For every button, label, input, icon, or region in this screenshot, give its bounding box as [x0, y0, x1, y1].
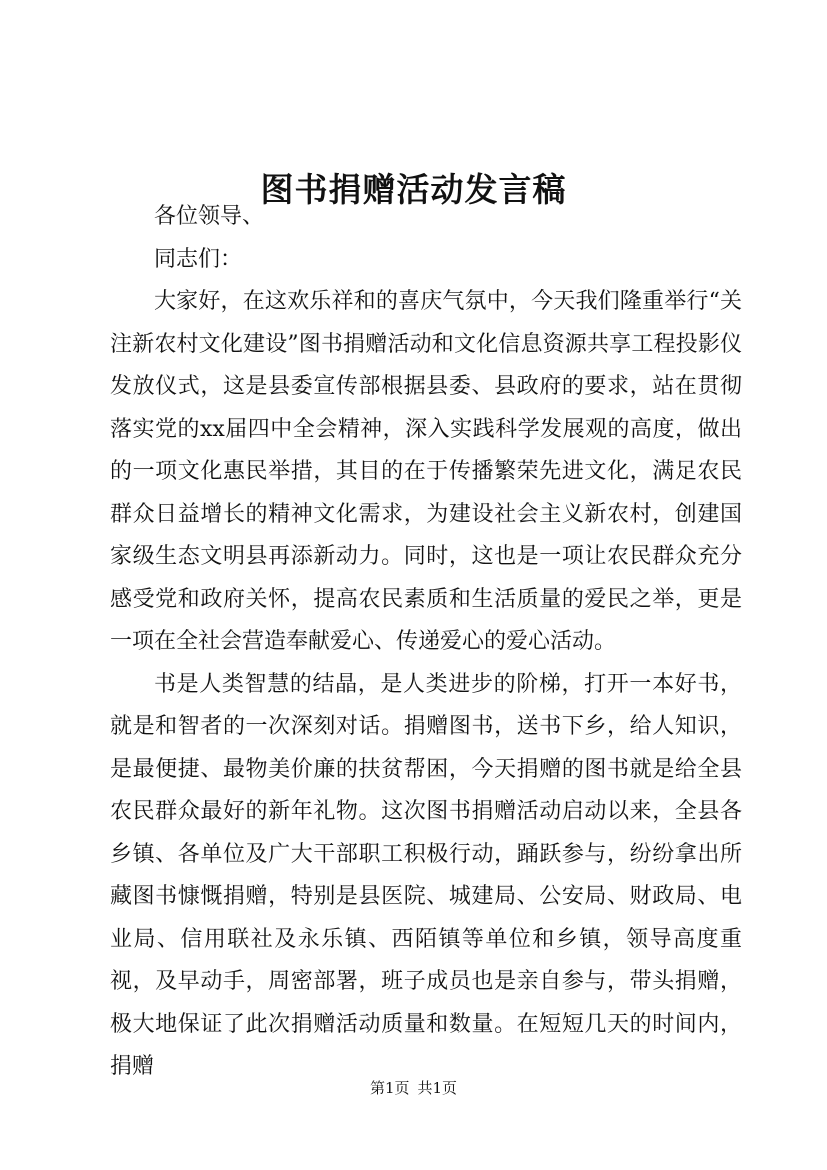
- paragraph-1: 大家好，在这欢乐祥和的喜庆气氛中，今天我们隆重举行“关注新农村文化建设”图书捐赠活动和文化信息资源共享工程投影仪发放仪式，这是县委宣传部根据县委、县政府的要求，站在贯彻落实党的xx届四中全会精神，深入实践科学发展观的高度，做出的一项文化惠民举措，其目的在于传播繁荣先进文化，满足农民群众日益增长的精神文化需求，为建设社会主义新农村，创建国家级生态文明县再添新动力。同时，这也是一项让农民群众充分感受党和政府关怀，提高农民素质和生活质量的爱民之举，更是一项在全社会营造奉献爱心、传递爱心的爱心活动。: [110, 289, 742, 654]
- salutation-leaders: 各位领导、: [154, 204, 265, 229]
- page-total: 共1页: [417, 1079, 458, 1097]
- document-body: [110, 196, 742, 1089]
- page-title: 图书捐赠活动发言稿: [260, 170, 567, 210]
- paragraph-2: 书是人类智慧的结晶，是人类进步的阶梯，打开一本好书，就是和智者的一次深刻对话。捐赠图书，送书下乡，给人知识，是最便捷、最物美价廉的扶贫帮困，今天捐赠的图书就是给全县农民群众最好的新年礼物。这次图书捐赠活动启动以来，全县各乡镇、各单位及广大干部职工积极行动，踊跃参与，纷纷拿出所藏图书慷慨捐赠，特别是县医院、城建局、公安局、财政局、电业局、信用联社及永乐镇、西陌镇等单位和乡镇，领导高度重视，及早动手，周密部署，班子成员也是亲自参与，带头捐赠，极大地保证了此次捐赠活动质量和数量。在短短几天的时间内，捐赠: [110, 671, 742, 1079]
- page-number: 第1页: [369, 1079, 410, 1097]
- page-footer: [0, 1078, 827, 1098]
- salutation-comrades: 同志们：: [154, 246, 243, 272]
